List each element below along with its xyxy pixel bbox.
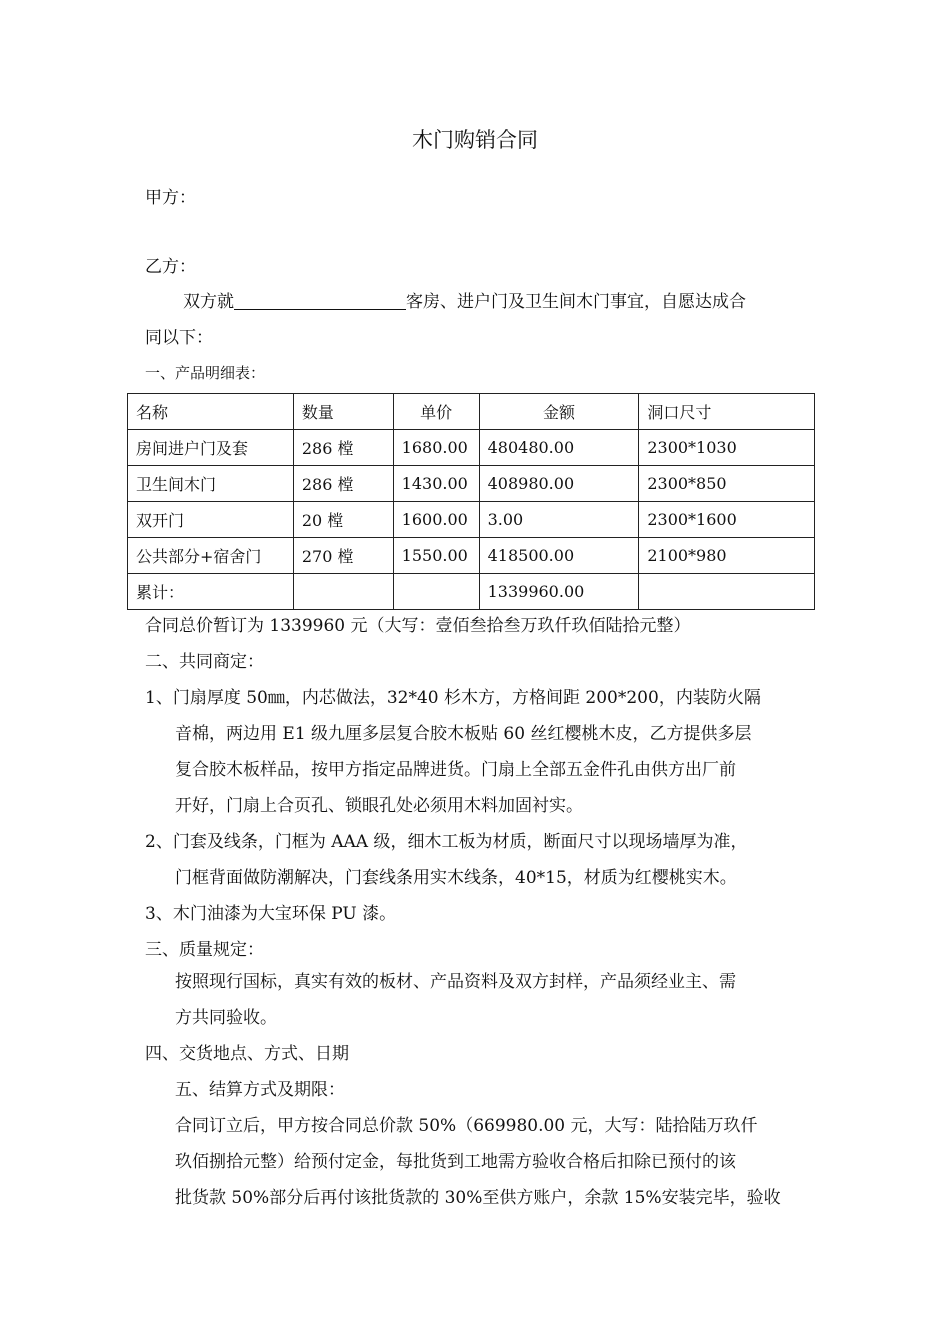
header-opening-size: 洞口尺寸 xyxy=(639,394,815,430)
header-quantity: 数量 xyxy=(293,394,393,430)
table-row xyxy=(128,430,815,466)
total-label: 累计： xyxy=(128,574,294,610)
clause-3-line: 3、木门油漆为大宝环保 PU 漆。 xyxy=(145,904,397,924)
clause-1-line: 复合胶木板样品，按甲方指定品牌进货。门扇上全部五金件孔由供方出厂前 xyxy=(175,760,736,780)
quality-line: 方共同验收。 xyxy=(175,1008,277,1028)
cell-quantity: 20 樘 xyxy=(293,502,393,538)
cell-quantity: 286 樘 xyxy=(293,466,393,502)
cell-name: 公共部分+宿舍门 xyxy=(128,538,294,574)
cell-opening-size: 2100*980 xyxy=(639,538,815,574)
intro-text-a: 双方就 xyxy=(183,292,234,312)
header-unit-price: 单价 xyxy=(393,394,479,430)
cell-amount: 3.00 xyxy=(479,502,639,538)
document-title: 木门购销合同 xyxy=(412,128,538,152)
clause-2-line: 2、门套及线条，门框为 AAA 级，细木工板为材质，断面尺寸以现场墙厚为准， xyxy=(145,832,748,852)
cell-quantity: 270 樘 xyxy=(293,538,393,574)
intro-line-2: 同以下： xyxy=(145,328,213,348)
intro-text-b: 客房、进户门及卫生间木门事宜，自愿达成合 xyxy=(406,292,746,312)
payment-line: 玖佰捌拾元整）给预付定金，每批货到工地需方验收合格后扣除已预付的该 xyxy=(175,1152,736,1172)
cell-unit-price: 1600.00 xyxy=(393,502,479,538)
cell-name: 房间进户门及套 xyxy=(128,430,294,466)
cell-quantity: 286 樘 xyxy=(293,430,393,466)
total-price-line: 合同总价暂订为 1339960 元（大写：壹佰叁拾叁万玖仟玖佰陆拾元整） xyxy=(145,616,691,636)
table-row xyxy=(128,466,815,502)
payment-line: 合同订立后，甲方按合同总价款 50%（669980.00 元，大写：陆拾陆万玖仟 xyxy=(175,1116,758,1136)
product-table xyxy=(127,393,815,610)
cell-amount: 408980.00 xyxy=(479,466,639,502)
total-empty-cell xyxy=(293,574,393,610)
payment-line: 批货款 50%部分后再付该批货款的 30%至供方账户，余款 15%安装完毕，验收 xyxy=(175,1188,781,1208)
total-value: 1339960.00 xyxy=(479,574,639,610)
cell-opening-size: 2300*850 xyxy=(639,466,815,502)
section-3-heading: 三、质量规定： xyxy=(145,940,264,960)
total-empty-cell xyxy=(393,574,479,610)
clause-1-line: 音棉，两边用 E1 级九厘多层复合胶木板贴 60 丝红樱桃木皮，乙方提供多层 xyxy=(175,724,752,744)
cell-amount: 418500.00 xyxy=(479,538,639,574)
cell-opening-size: 2300*1030 xyxy=(639,430,815,466)
header-name: 名称 xyxy=(128,394,294,430)
clause-1-line: 开好，门扇上合页孔、锁眼孔处必须用木料加固衬实。 xyxy=(175,796,583,816)
section-5-heading: 五、结算方式及期限： xyxy=(175,1080,345,1100)
cell-unit-price: 1430.00 xyxy=(393,466,479,502)
cell-unit-price: 1680.00 xyxy=(393,430,479,466)
party-a-label: 甲方： xyxy=(145,188,196,208)
cell-name: 双开门 xyxy=(128,502,294,538)
cell-amount: 480480.00 xyxy=(479,430,639,466)
cell-opening-size: 2300*1600 xyxy=(639,502,815,538)
header-amount: 金额 xyxy=(479,394,639,430)
total-empty-cell xyxy=(639,574,815,610)
intro-line-1 xyxy=(183,290,746,314)
section-2-heading: 二、共同商定： xyxy=(145,652,264,672)
clause-2-line: 门框背面做防潮解决，门套线条用实木线条，40*15，材质为红樱桃实木。 xyxy=(175,868,737,888)
quality-line: 按照现行国标，真实有效的板材、产品资料及双方封样，产品须经业主、需 xyxy=(175,972,736,992)
table-row xyxy=(128,538,815,574)
table-total-row xyxy=(128,574,815,610)
project-name-blank[interactable] xyxy=(234,291,406,310)
table-row xyxy=(128,502,815,538)
table-header-row xyxy=(128,394,815,430)
party-b-label: 乙方： xyxy=(145,257,196,277)
section-4-heading: 四、交货地点、方式、日期 xyxy=(145,1044,349,1064)
cell-unit-price: 1550.00 xyxy=(393,538,479,574)
section-1-heading: 一、产品明细表： xyxy=(145,364,266,382)
clause-1-line: 1、门扇厚度 50㎜，内芯做法，32*40 杉木方，方格间距 200*200，内装防火隔 xyxy=(145,688,761,708)
cell-name: 卫生间木门 xyxy=(128,466,294,502)
